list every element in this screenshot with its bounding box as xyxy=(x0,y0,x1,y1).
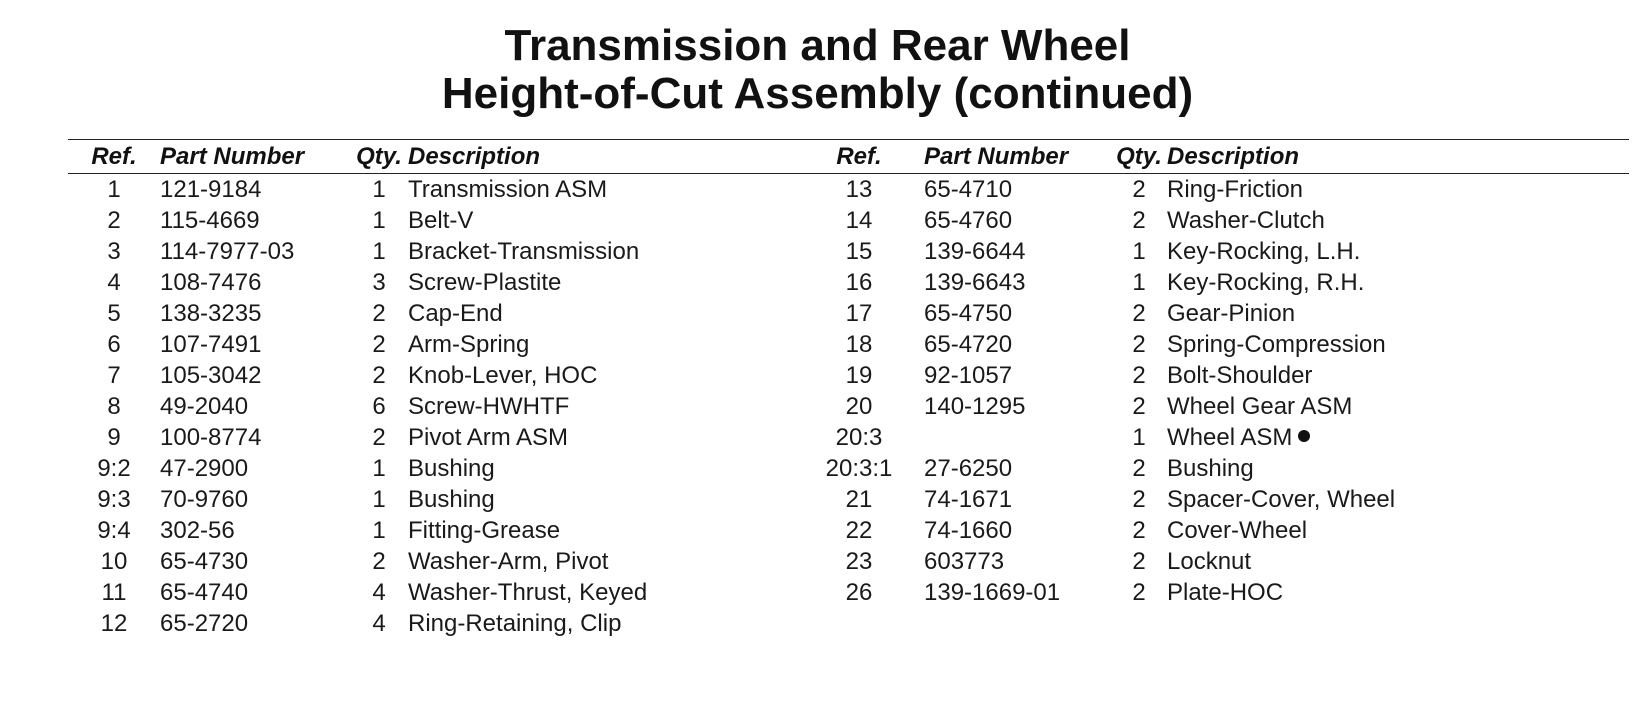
part-number-cell xyxy=(924,298,1111,329)
qty-cell-text: 2 xyxy=(1132,362,1146,389)
description-cell xyxy=(1167,236,1629,267)
description-cell xyxy=(408,391,794,422)
table-row xyxy=(794,174,1629,206)
description-cell-text: Key-Rocking, L.H. xyxy=(1167,238,1361,265)
part-number-cell-text: 47-2900 xyxy=(160,455,249,482)
ref-cell xyxy=(794,329,924,360)
description-cell-text: Spring-Compression xyxy=(1167,331,1386,358)
table-row xyxy=(794,391,1629,422)
qty-cell-text: 3 xyxy=(372,269,386,296)
qty-cell-text: 2 xyxy=(1132,207,1146,234)
qty-cell-text: 2 xyxy=(1132,331,1146,358)
table-row xyxy=(68,608,794,639)
part-number-cell-text: 108-7476 xyxy=(160,269,262,296)
description-cell xyxy=(408,608,794,639)
qty-cell-text: 2 xyxy=(372,362,386,389)
part-number-cell-text: 139-1669-01 xyxy=(924,579,1061,606)
table-row xyxy=(68,236,794,267)
description-cell xyxy=(1167,174,1629,206)
description-cell-text: Fitting-Grease xyxy=(408,517,561,544)
qty-cell xyxy=(1111,174,1167,206)
part-number-cell-text: 65-4720 xyxy=(924,331,1013,358)
ref-cell xyxy=(68,546,160,577)
table-row xyxy=(794,236,1629,267)
part-number-cell xyxy=(160,546,350,577)
qty-cell xyxy=(1111,484,1167,515)
qty-cell-text: 1 xyxy=(372,455,386,482)
table-row xyxy=(68,546,794,577)
part-number-cell-text: 49-2040 xyxy=(160,393,249,420)
part-number-cell xyxy=(160,298,350,329)
table-row xyxy=(794,205,1629,236)
ref-cell-text: 3 xyxy=(107,238,121,265)
part-number-cell-text: 139-6644 xyxy=(924,238,1026,265)
part-number-cell xyxy=(924,329,1111,360)
part-number-cell xyxy=(160,236,350,267)
part-number-cell xyxy=(924,391,1111,422)
description-cell xyxy=(408,267,794,298)
description-cell-text: Ring-Friction xyxy=(1167,176,1304,203)
ref-cell-text: 13 xyxy=(845,176,873,203)
column-header-qty: Qty. xyxy=(356,142,402,170)
ref-cell-text: 20 xyxy=(845,393,873,420)
qty-cell-text: 2 xyxy=(372,548,386,575)
ref-cell-text: 17 xyxy=(845,300,873,327)
column-header-ref: Ref. xyxy=(836,142,882,170)
part-number-cell-text: 92-1057 xyxy=(924,362,1013,389)
ref-cell xyxy=(794,298,924,329)
description-cell-text: Bushing xyxy=(1167,455,1254,482)
qty-cell xyxy=(1111,453,1167,484)
ref-cell xyxy=(68,608,160,639)
qty-cell xyxy=(350,453,408,484)
description-cell-text: Key-Rocking, R.H. xyxy=(1167,269,1365,296)
qty-cell xyxy=(350,608,408,639)
column-header-part-number: Part Number xyxy=(160,142,305,170)
part-number-cell xyxy=(924,484,1111,515)
qty-cell xyxy=(1111,391,1167,422)
table-row xyxy=(794,298,1629,329)
part-number-cell xyxy=(924,205,1111,236)
qty-cell xyxy=(350,391,408,422)
qty-cell-text: 1 xyxy=(372,207,386,234)
qty-cell xyxy=(1111,577,1167,608)
description-cell-text: Washer-Thrust, Keyed xyxy=(408,579,648,606)
part-number-cell xyxy=(924,236,1111,267)
description-cell-text: Wheel ASM xyxy=(1167,424,1293,451)
ref-cell-text: 22 xyxy=(845,517,873,544)
qty-cell-text: 2 xyxy=(1132,393,1146,420)
ref-cell-text: 10 xyxy=(100,548,128,575)
part-number-cell xyxy=(924,515,1111,546)
part-number-cell-text: 27-6250 xyxy=(924,455,1013,482)
qty-cell xyxy=(350,205,408,236)
ref-cell-text: 9:4 xyxy=(97,517,131,544)
description-cell-text: Arm-Spring xyxy=(408,331,530,358)
qty-cell-text: 2 xyxy=(1132,517,1146,544)
table-header-row xyxy=(794,140,1629,174)
part-number-cell xyxy=(160,608,350,639)
qty-cell-text: 2 xyxy=(372,424,386,451)
part-number-cell xyxy=(160,515,350,546)
description-cell-text: Knob-Lever, HOC xyxy=(408,362,598,389)
description-cell xyxy=(1167,329,1629,360)
table-header-row xyxy=(68,140,794,174)
ref-cell-text: 18 xyxy=(845,331,873,358)
part-number-cell xyxy=(924,267,1111,298)
table-row xyxy=(68,205,794,236)
description-cell-text: Pivot Arm ASM xyxy=(408,424,569,451)
ref-cell-text: 9:3 xyxy=(97,486,131,513)
part-number-cell-text: 65-4740 xyxy=(160,579,249,606)
ref-cell xyxy=(794,205,924,236)
qty-cell xyxy=(1111,329,1167,360)
qty-cell xyxy=(1111,360,1167,391)
ref-cell xyxy=(68,298,160,329)
qty-cell xyxy=(350,515,408,546)
ref-cell xyxy=(68,515,160,546)
part-number-cell-text: 65-4760 xyxy=(924,207,1013,234)
table-row xyxy=(794,484,1629,515)
ref-cell xyxy=(68,577,160,608)
qty-cell-text: 1 xyxy=(372,238,386,265)
description-cell xyxy=(1167,515,1629,546)
description-cell-text: Ring-Retaining, Clip xyxy=(408,610,622,637)
qty-cell-text: 2 xyxy=(372,331,386,358)
ref-cell xyxy=(794,484,924,515)
table-row xyxy=(794,360,1629,391)
description-cell xyxy=(1167,453,1629,484)
description-cell xyxy=(1167,577,1629,608)
ref-cell xyxy=(68,484,160,515)
title-line-1: Transmission and Rear Wheel xyxy=(504,21,1131,70)
page-title xyxy=(0,22,1635,118)
table-row xyxy=(68,360,794,391)
description-cell-text: Bracket-Transmission xyxy=(408,238,640,265)
part-number-cell xyxy=(160,267,350,298)
description-cell xyxy=(1167,267,1629,298)
ref-cell-text: 20:3:1 xyxy=(825,455,893,482)
description-cell-text: Bolt-Shoulder xyxy=(1167,362,1313,389)
table-row xyxy=(68,298,794,329)
part-number-cell xyxy=(160,329,350,360)
part-number-cell-text: 140-1295 xyxy=(924,393,1026,420)
qty-cell xyxy=(1111,546,1167,577)
part-number-cell xyxy=(160,422,350,453)
ref-cell xyxy=(68,205,160,236)
ref-cell-text: 16 xyxy=(845,269,873,296)
table-row xyxy=(68,391,794,422)
description-cell-text: Belt-V xyxy=(408,207,474,234)
qty-cell-text: 1 xyxy=(372,517,386,544)
qty-cell-text: 4 xyxy=(372,610,386,637)
part-number-cell-text: 302-56 xyxy=(160,517,235,544)
column-header-part-number: Part Number xyxy=(924,142,1069,170)
description-cell-text: Washer-Clutch xyxy=(1167,207,1325,234)
description-cell xyxy=(408,174,794,206)
ref-cell xyxy=(794,391,924,422)
part-number-cell xyxy=(924,453,1111,484)
ref-cell-text: 12 xyxy=(100,610,128,637)
qty-cell-text: 2 xyxy=(1132,579,1146,606)
ref-cell xyxy=(68,174,160,206)
part-number-cell-text: 121-9184 xyxy=(160,176,262,203)
ref-cell xyxy=(794,267,924,298)
ref-cell-text: 6 xyxy=(107,331,121,358)
table-row xyxy=(794,267,1629,298)
qty-cell xyxy=(1111,422,1167,453)
ref-cell xyxy=(794,236,924,267)
table-row xyxy=(794,577,1629,608)
part-number-cell xyxy=(924,422,1111,453)
part-number-cell xyxy=(160,205,350,236)
description-cell xyxy=(1167,546,1629,577)
qty-cell xyxy=(350,546,408,577)
ref-cell xyxy=(794,453,924,484)
qty-cell xyxy=(350,422,408,453)
part-number-cell xyxy=(160,484,350,515)
part-number-cell-text: 138-3235 xyxy=(160,300,262,327)
ref-cell xyxy=(68,267,160,298)
part-number-cell-text: 139-6643 xyxy=(924,269,1026,296)
table-row xyxy=(68,577,794,608)
part-number-cell-text: 100-8774 xyxy=(160,424,262,451)
qty-cell-text: 2 xyxy=(1132,486,1146,513)
ref-cell-text: 5 xyxy=(107,300,121,327)
qty-cell-text: 2 xyxy=(372,300,386,327)
description-cell-text: Spacer-Cover, Wheel xyxy=(1167,486,1396,513)
ref-cell-text: 23 xyxy=(845,548,873,575)
part-number-cell xyxy=(160,360,350,391)
ref-cell-text: 2 xyxy=(107,207,121,234)
description-cell xyxy=(1167,298,1629,329)
ref-cell-text: 26 xyxy=(845,579,873,606)
part-number-cell xyxy=(160,577,350,608)
column-header-ref: Ref. xyxy=(91,142,137,170)
ref-cell xyxy=(68,360,160,391)
ref-cell-text: 9 xyxy=(107,424,121,451)
description-cell xyxy=(1167,205,1629,236)
ref-cell xyxy=(794,360,924,391)
description-cell-text: Cover-Wheel xyxy=(1167,517,1308,544)
description-cell xyxy=(1167,360,1629,391)
qty-cell xyxy=(350,236,408,267)
bullet-icon xyxy=(1298,430,1310,442)
qty-cell xyxy=(1111,267,1167,298)
ref-cell xyxy=(68,422,160,453)
table-row xyxy=(68,329,794,360)
column-header-description: Description xyxy=(1167,142,1300,170)
ref-cell xyxy=(68,453,160,484)
qty-cell-text: 4 xyxy=(372,579,386,606)
description-cell xyxy=(408,205,794,236)
description-cell xyxy=(408,515,794,546)
table-row xyxy=(68,422,794,453)
qty-cell-text: 1 xyxy=(372,486,386,513)
description-cell-text: Bushing xyxy=(408,455,495,482)
title-line-2: Height-of-Cut Assembly (continued) xyxy=(441,69,1194,118)
ref-cell xyxy=(794,546,924,577)
qty-cell-text: 1 xyxy=(1132,424,1146,451)
description-cell xyxy=(408,329,794,360)
qty-cell xyxy=(1111,298,1167,329)
table-row xyxy=(68,484,794,515)
parts-table-left xyxy=(68,139,794,639)
qty-cell xyxy=(350,577,408,608)
qty-cell xyxy=(350,484,408,515)
parts-table-left-body xyxy=(68,174,794,640)
table-row xyxy=(68,515,794,546)
part-number-cell-text: 74-1660 xyxy=(924,517,1013,544)
description-cell xyxy=(408,298,794,329)
description-cell-text: Screw-Plastite xyxy=(408,269,562,296)
part-number-cell-text: 105-3042 xyxy=(160,362,262,389)
qty-cell-text: 2 xyxy=(1132,300,1146,327)
qty-cell-text: 1 xyxy=(1132,238,1146,265)
qty-cell-text: 1 xyxy=(1132,269,1146,296)
qty-cell xyxy=(1111,515,1167,546)
qty-cell-text: 2 xyxy=(1132,176,1146,203)
description-cell xyxy=(408,360,794,391)
ref-cell xyxy=(68,329,160,360)
ref-cell-text: 11 xyxy=(101,579,127,606)
qty-cell-text: 1 xyxy=(372,176,386,203)
part-number-cell-text: 74-1671 xyxy=(924,486,1013,513)
part-number-cell-text: 114-7977-03 xyxy=(160,238,295,265)
description-cell-text: Transmission ASM xyxy=(408,176,608,203)
ref-cell-text: 4 xyxy=(107,269,121,296)
ref-cell-text: 19 xyxy=(845,362,873,389)
qty-cell-text: 2 xyxy=(1132,455,1146,482)
description-cell xyxy=(1167,484,1629,515)
part-number-cell xyxy=(924,577,1111,608)
part-number-cell xyxy=(924,546,1111,577)
description-cell-text: Washer-Arm, Pivot xyxy=(408,548,609,575)
ref-cell-text: 15 xyxy=(845,238,873,265)
part-number-cell xyxy=(924,360,1111,391)
part-number-cell xyxy=(160,391,350,422)
description-cell-text: Locknut xyxy=(1167,548,1252,575)
ref-cell xyxy=(794,515,924,546)
table-row xyxy=(794,453,1629,484)
ref-cell xyxy=(68,236,160,267)
ref-cell xyxy=(794,577,924,608)
column-header-description: Description xyxy=(408,142,541,170)
table-row xyxy=(794,422,1629,453)
description-cell-text: Gear-Pinion xyxy=(1167,300,1296,327)
ref-cell xyxy=(794,174,924,206)
description-cell xyxy=(1167,422,1629,453)
qty-cell xyxy=(350,174,408,206)
ref-cell-text: 7 xyxy=(107,362,121,389)
ref-cell-text: 14 xyxy=(845,207,873,234)
part-number-cell-text: 65-2720 xyxy=(160,610,249,637)
qty-cell xyxy=(350,329,408,360)
description-cell-text: Plate-HOC xyxy=(1167,579,1284,606)
description-cell-text: Screw-HWHTF xyxy=(408,393,570,420)
description-cell xyxy=(408,484,794,515)
table-row xyxy=(68,453,794,484)
part-number-cell-text: 107-7491 xyxy=(160,331,262,358)
qty-cell xyxy=(1111,205,1167,236)
part-number-cell-text: 115-4669 xyxy=(160,207,260,234)
table-row xyxy=(794,329,1629,360)
part-number-cell-text: 65-4750 xyxy=(924,300,1013,327)
parts-table-right-body xyxy=(794,174,1629,609)
ref-cell-text: 21 xyxy=(845,486,873,513)
parts-table-right xyxy=(794,139,1629,608)
description-cell xyxy=(1167,391,1629,422)
ref-cell-text: 8 xyxy=(107,393,121,420)
part-number-cell xyxy=(160,174,350,206)
part-number-cell xyxy=(924,174,1111,206)
description-cell xyxy=(408,577,794,608)
qty-cell xyxy=(350,360,408,391)
qty-cell xyxy=(1111,236,1167,267)
ref-cell-text: 20:3 xyxy=(835,424,883,451)
description-cell-text: Cap-End xyxy=(408,300,503,327)
qty-cell-text: 6 xyxy=(372,393,386,420)
ref-cell-text: 1 xyxy=(107,176,121,203)
table-row xyxy=(794,546,1629,577)
description-cell xyxy=(408,453,794,484)
column-header-qty: Qty. xyxy=(1116,142,1162,170)
part-number-cell-text: 65-4730 xyxy=(160,548,249,575)
table-row xyxy=(794,515,1629,546)
part-number-cell xyxy=(160,453,350,484)
description-cell xyxy=(408,422,794,453)
qty-cell xyxy=(350,267,408,298)
ref-cell xyxy=(68,391,160,422)
table-row xyxy=(68,174,794,206)
ref-cell-text: 9:2 xyxy=(97,455,131,482)
part-number-cell-text: 603773 xyxy=(924,548,1005,575)
table-row xyxy=(68,267,794,298)
description-cell xyxy=(408,236,794,267)
description-cell xyxy=(408,546,794,577)
ref-cell xyxy=(794,422,924,453)
part-number-cell-text: 65-4710 xyxy=(924,176,1013,203)
part-number-cell-text: 70-9760 xyxy=(160,486,249,513)
qty-cell xyxy=(350,298,408,329)
description-cell-text: Wheel Gear ASM xyxy=(1167,393,1353,420)
description-cell-text: Bushing xyxy=(408,486,495,513)
qty-cell-text: 2 xyxy=(1132,548,1146,575)
